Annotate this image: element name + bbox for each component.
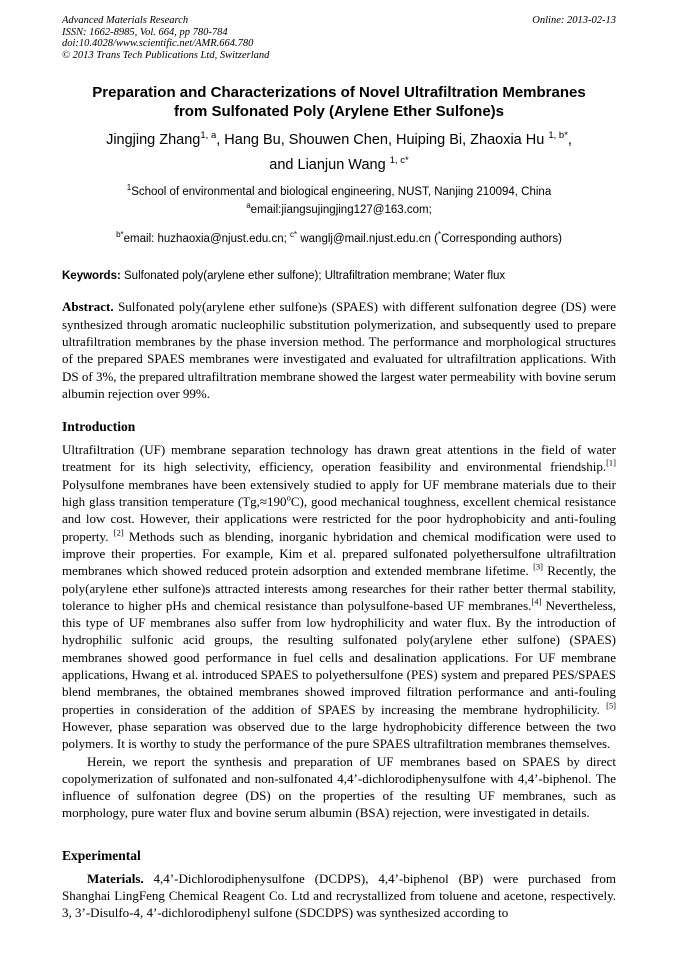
email-line-a: $^a$email:jiangsujingjing127@163.com; — [246, 201, 432, 217]
materials-paragraph: Materials. 4,4’-Dichlorodiphenysulfone (DCDPS), 4,4’-biphenol (BP) were purchased from Shanghai LingFeng Chemical Reagent Co. Ltd and recrystallized from toluene and acetone, respectively. 3, 3’-Disulfo-4, 4’-dichlorodiphenyl sulfone (SDCDPS) was synthesized according to — [62, 870, 617, 921]
journal-header — [62, 15, 616, 61]
introduction-paragraph-1: Ultrafiltration (UF) membrane separation technology has drawn great attentions in the field of water treatment for its high selectivity, efficiency, operation feasibility and environmental friendship.[1] Polysulfone membranes have been extensively studied to apply for UF membrane materials due to their high glass transition temperature $(Tg,\approx 190^oC)$, good mechanical toughness, excellent chemical resistance and low cost. However, their applications were restricted for the poor hydrophobicity and anti-fouling property. [2] Methods such as blending, inorganic hybridation and chemical modification were used to improve their properties. For example, Kim et al. prepared sulfonated polyethersulfone ultrafiltration membranes which showed reduced protein adsorption and extended membrane lifetime. [3] Recently, the poly(arylene ether sulfone)s attracted interests among researches for their rather better thermal stability, tolerance to higher pHs and chemical resistance than polysulfone-based UF membranes.[4] Nevertheless, this type of UF membranes also suffer from low hydrophilicity and water flux. By the introduction of hydrophilic sulfonic acid groups, the resulting sulfonated poly(arylene ether sulfone) (SPAES) membranes showed good performance in fuel cells and desalination applications. For UF membrane applications, Hwang et al. introduced SPAES to polyethersulfone (PES) system and prepared PES/SPAES blend membranes, the obtained membranes showed improved filtration performance and anti-fouling properties in consideration of the addition of SPAES by increasing the membrane hydrophilicity. [5] However, phase separation was observed due to the large hydrophobicity difference between the two polymers. It is worthy to study the performance of the pure SPAES ultrafiltration membranes themselves. — [62, 442, 617, 752]
journal-header-left — [62, 15, 269, 61]
journal-doi-line: doi:10.4028/www.scientific.net/AMR.664.780 — [62, 38, 254, 50]
authors-block — [62, 128, 616, 178]
affiliations-block — [62, 183, 616, 219]
journal-issn-line: ISSN: 1662-8985, Vol. 664, pp 780-784 — [62, 26, 228, 38]
section-heading-experimental: Experimental — [62, 847, 141, 863]
affiliation-line: $^1$School of environmental and biological engineering, NUST, Nanjing 210094, China — [126, 183, 552, 199]
introduction-paragraph-2: Herein, we report the synthesis and preparation of UF membranes based on SPAES by direct copolymerization of sulfonated and non-sulfonated 4,4’-dichlorodiphenysulfone with 4,4’-biphenol. The influence of sulfonation degree (DS) on the properties of the resulting UF membranes, such as morphology, pure water flux and bovine serum albumin (BSA) rejection, were investigated in details. — [62, 753, 616, 821]
paper-title-line1: Preparation and Characterizations of Novel Ultrafiltration Membranes — [92, 84, 586, 102]
authors-line2: and Lianjun Wang $^{1, c*}$ — [269, 155, 409, 174]
email-line-bc: $^{b*}$email: huzhaoxia@njust.edu.cn; $^{c*}$ wanglj@mail.njust.edu.cn (*Corresponding authors) — [116, 230, 562, 246]
journal-copyright-line: © 2013 Trans Tech Publications Ltd, Switzerland — [62, 49, 270, 61]
section-heading-introduction: Introduction — [62, 419, 136, 435]
abstract-paragraph: Abstract. Sulfonated poly(arylene ether sulfone)s (SPAES) with different sulfonation degree (DS) were synthesized through aromatic nucleophilic substitution polymerization, and subsequently used to prepare ultrafiltration membranes by the phase inversion method. The performance and morphological structures of the prepared SPAES membranes were investigated and evaluated for ultrafiltration applications. With DS of 3%, the prepared ultrafiltration membrane showed the largest water permeability with bovine serum albumin rejection over 99%. — [62, 299, 616, 401]
authors-line1: Jingjing Zhang$^{1, a}$, Hang Bu, Shouwen Chen, Huiping Bi, Zhaoxia Hu $^{1, b*}$, — [106, 130, 572, 149]
journal-name: Advanced Materials Research — [62, 15, 189, 26]
paper-title — [62, 84, 616, 121]
online-date: Online: 2013-02-13 — [532, 15, 616, 26]
paper-title-line2: from Sulfonated Poly (Arylene Ether Sulfone)s — [173, 102, 505, 120]
keywords-line: Keywords: Sulfonated poly(arylene ether sulfone); Ultrafiltration membrane; Water flux — [62, 270, 506, 283]
